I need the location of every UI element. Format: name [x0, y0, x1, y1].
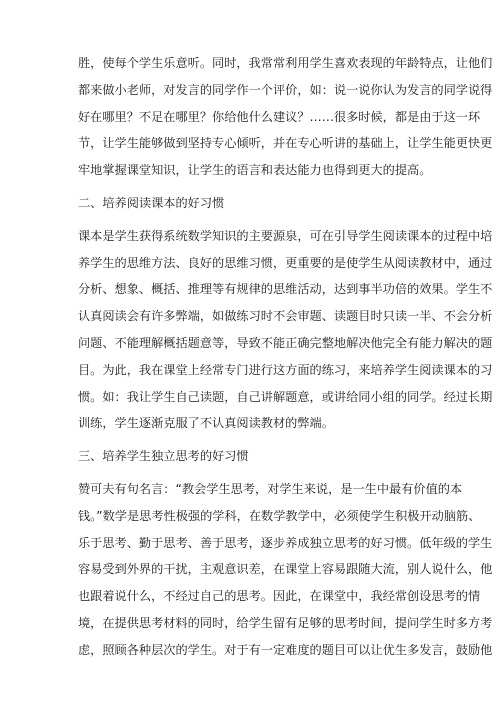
text-line: 赞可夫有句名言：“教会学生思考，对学生来说，是一生中最有价值的本: [78, 481, 463, 496]
text-line: 训练，学生逐渐克服了不认真阅读教材的弊端。: [78, 416, 334, 431]
text-line: 境，在提供思考材料的同时，给学生留有足够的思考时间，提问学生时多方考: [78, 615, 493, 630]
paragraph-listening: [78, 50, 493, 184]
text-line: 都来做小老师，对发言的同学作一个评价，如：说一说你认为发言的同学说得: [78, 82, 493, 97]
text-line: 乐于思考、勤于思考、善于思考，逐步养成独立思考的好习惯。低年级的学生: [78, 535, 493, 550]
text-line: 钱。”数学是思考性极强的学科，在数学教学中，必须使学生积极开动脑筋、: [78, 508, 481, 523]
text-line: 牢地掌握课堂知识，让学生的语言和表达能力也得到更大的提高。: [78, 163, 432, 178]
paragraph-reading: [78, 223, 493, 437]
text-line: 好在哪里？不足在哪里？你给他什么建议？……很多时候，都是由于这一环: [78, 109, 481, 124]
text-line: 虑，照顾各种层次的学生。对于有一定难度的题目可以让优生多发言，鼓励他: [78, 642, 493, 657]
text-line: 问题、不能理解概括题意等，导致不能正确完整地解决他完全有能力解决的题: [78, 335, 493, 350]
paragraph-thinking: [78, 476, 493, 664]
text-line: 胜，使每个学生乐意听。同时，我常常利用学生喜欢表现的年龄特点，让他们: [78, 56, 493, 70]
text-line: 惯。如：我让学生自己读题，自己讲解题意，或讲给同小组的同学。经过长期: [78, 389, 493, 404]
text-line: 课本是学生获得系统数学知识的主要源泉，可在引导学生阅读课本的过程中培: [78, 228, 493, 243]
text-line: 认真阅读会有许多弊端，如做练习时不会审题、读题目时只读一半、不会分析: [78, 309, 493, 324]
text-line: 养学生的思维方法、良好的思维习惯，更重要的是使学生从阅读教材中，通过: [78, 255, 493, 270]
text-line: 分析、想象、概括、推理等有规律的思维活动，达到事半功倍的效果。学生不: [78, 282, 493, 297]
text-line: 节，让学生能够做到坚持专心倾听，并在专心听讲的基础上，让学生能更快更: [78, 136, 493, 151]
section-heading-thinking: 三、培养学生独立思考的好习惯: [78, 449, 249, 464]
text-line: 容易受到外界的干扰，主观意识差，在课堂上容易跟随大流，别人说什么，他: [78, 562, 493, 577]
text-line: 目。为此，我在课堂上经常专门进行这方面的练习，来培养学生阅读课本的习: [78, 362, 493, 377]
text-line: 也跟着说什么，不经过自己的思考。因此，在课堂中，我经常创设思考的情: [78, 589, 481, 604]
section-heading-reading: 二、培养阅读课本的好习惯: [78, 195, 225, 210]
